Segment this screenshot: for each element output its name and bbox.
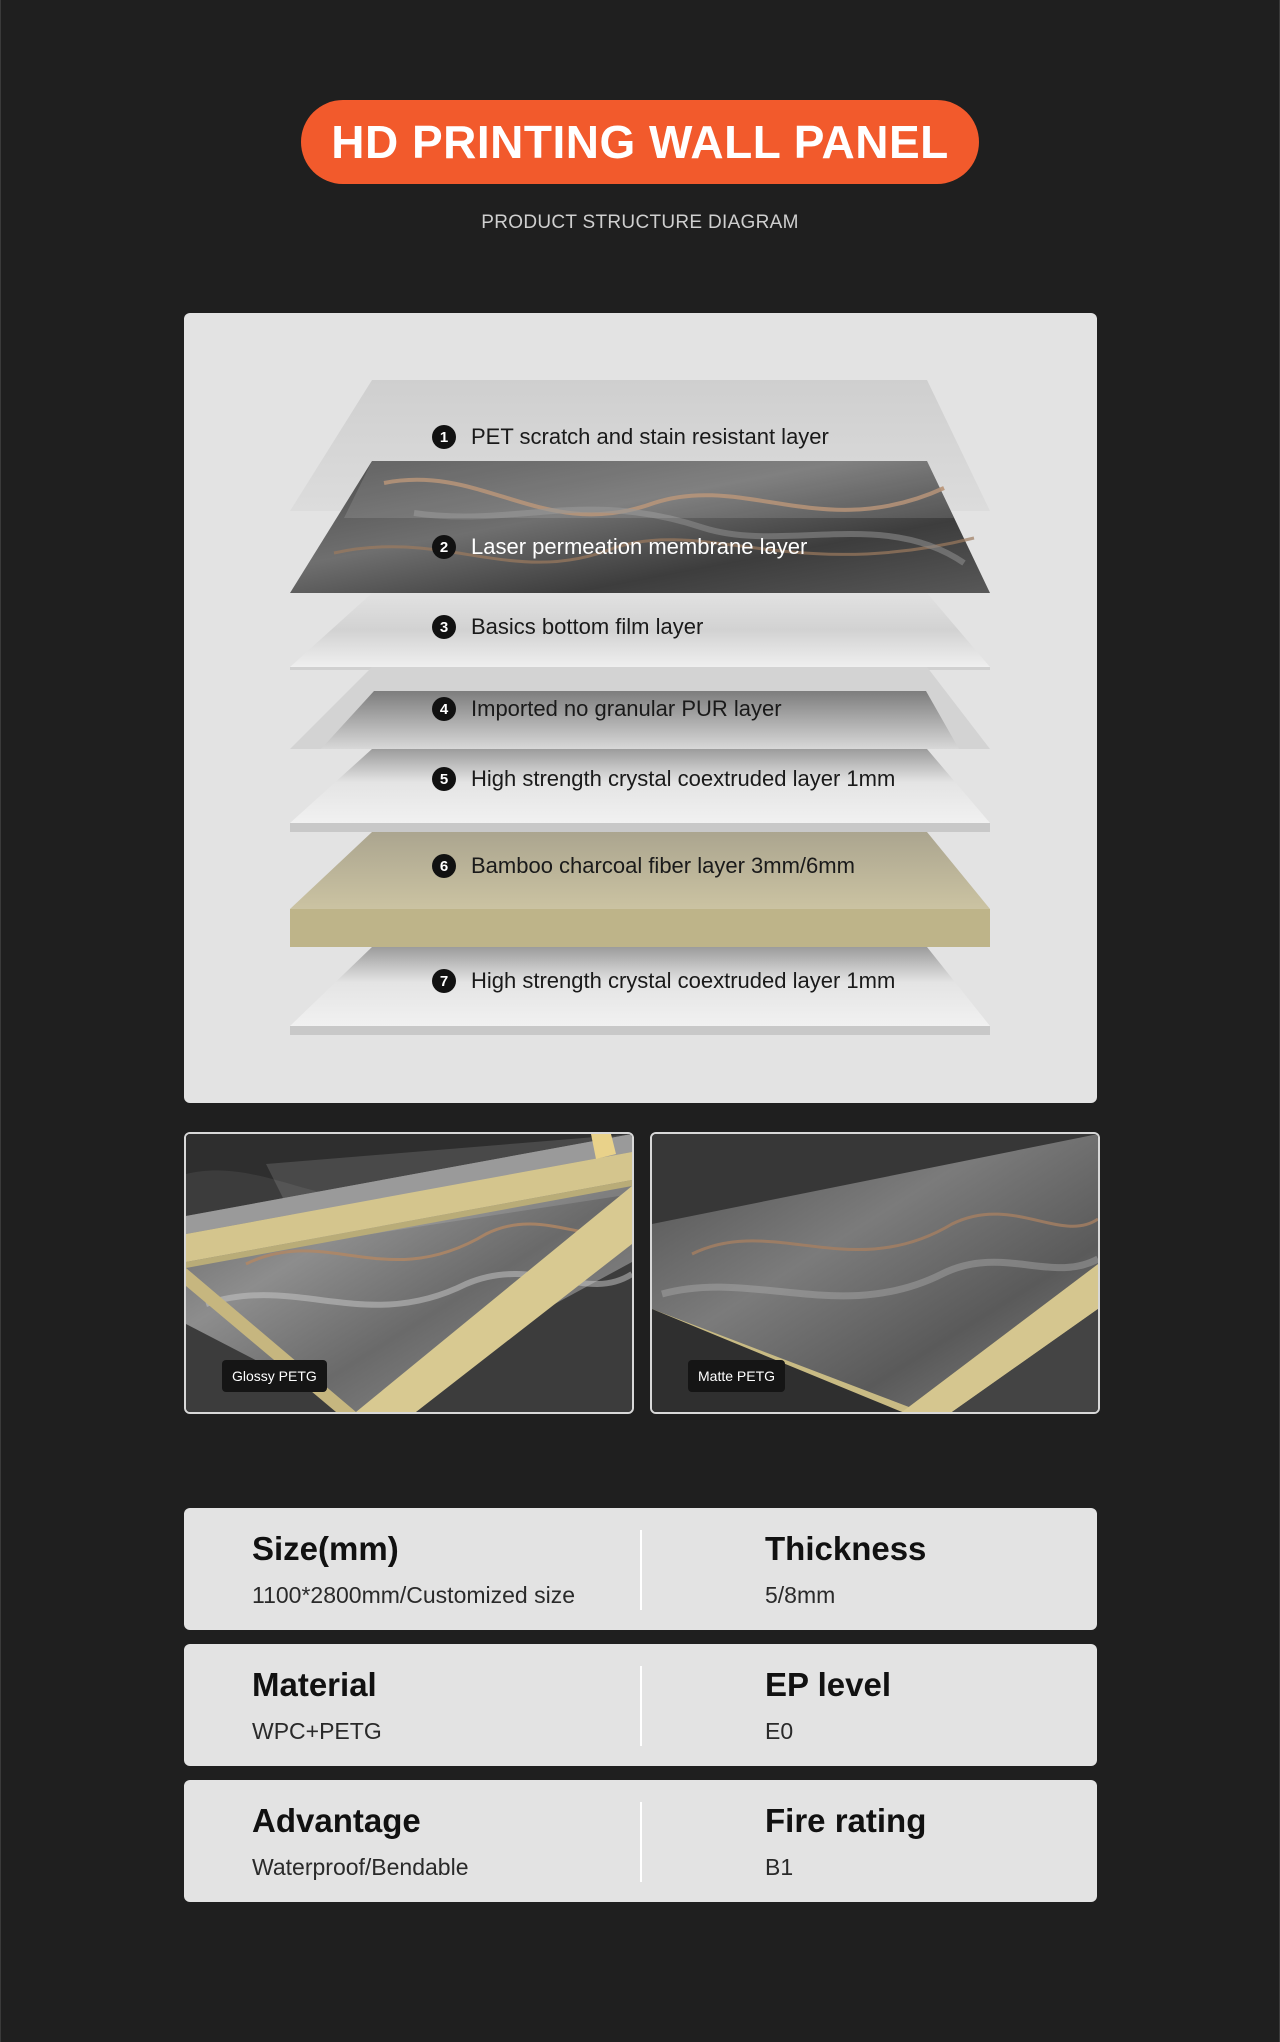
sample-label-matte: Matte PETG — [688, 1360, 785, 1392]
sample-label-glossy: Glossy PETG — [222, 1360, 327, 1392]
layer-label-text: High strength crystal coextruded layer 1mm — [471, 968, 896, 993]
layer-number-badge: 7 — [432, 969, 456, 993]
layer-label-7 — [432, 968, 895, 994]
structure-diagram — [184, 313, 1097, 1103]
spec-divider — [640, 1802, 642, 1882]
layer-label-4 — [432, 696, 782, 722]
spec-title: Advantage — [252, 1802, 421, 1839]
spec-title: Size(mm) — [252, 1530, 399, 1567]
layer-number-badge: 1 — [432, 425, 456, 449]
layer-label-3 — [432, 614, 703, 640]
layer-label-1 — [432, 424, 829, 450]
spec-title: Thickness — [765, 1530, 927, 1567]
spec-divider — [640, 1530, 642, 1610]
layer-number-badge: 4 — [432, 697, 456, 721]
page-title — [301, 100, 979, 184]
spec-value: Waterproof/Bendable — [252, 1854, 469, 1880]
spec-value: B1 — [765, 1854, 794, 1880]
spec-row-advantage-fire — [184, 1780, 1097, 1902]
spec-title: EP level — [765, 1666, 891, 1703]
spec-value: 1100*2800mm/Customized size — [252, 1582, 576, 1608]
spec-value: E0 — [765, 1718, 794, 1744]
sample-photo-matte — [650, 1132, 1100, 1414]
layer-label-text: Laser permeation membrane layer — [471, 534, 808, 559]
spec-value: WPC+PETG — [252, 1718, 382, 1744]
layer-number-badge: 6 — [432, 854, 456, 878]
spec-row-size-thickness — [184, 1508, 1097, 1630]
layer-label-text: Bamboo charcoal fiber layer 3mm/6mm — [471, 853, 855, 878]
spec-value: 5/8mm — [765, 1582, 836, 1608]
layer-label-5 — [432, 766, 895, 792]
layer-number-badge: 2 — [432, 535, 456, 559]
left-edge-line — [0, 0, 1, 2042]
spec-title: Fire rating — [765, 1802, 927, 1839]
layer-label-2 — [432, 534, 807, 560]
layer-label-text: High strength crystal coextruded layer 1mm — [471, 766, 896, 791]
spec-divider — [640, 1666, 642, 1746]
layer-label-text: PET scratch and stain resistant layer — [471, 424, 829, 449]
layer-number-badge: 3 — [432, 615, 456, 639]
page-title-text: HD PRINTING WALL PANEL — [331, 116, 949, 168]
layer-label-text: Basics bottom film layer — [471, 614, 704, 639]
layer-number-badge: 5 — [432, 767, 456, 791]
sample-photo-glossy — [184, 1132, 634, 1414]
layer-label-text: Imported no granular PUR layer — [471, 696, 782, 721]
spec-title: Material — [252, 1666, 377, 1703]
page-subtitle: PRODUCT STRUCTURE DIAGRAM — [481, 212, 799, 233]
layer-label-6 — [432, 853, 855, 879]
spec-row-material-ep — [184, 1644, 1097, 1766]
